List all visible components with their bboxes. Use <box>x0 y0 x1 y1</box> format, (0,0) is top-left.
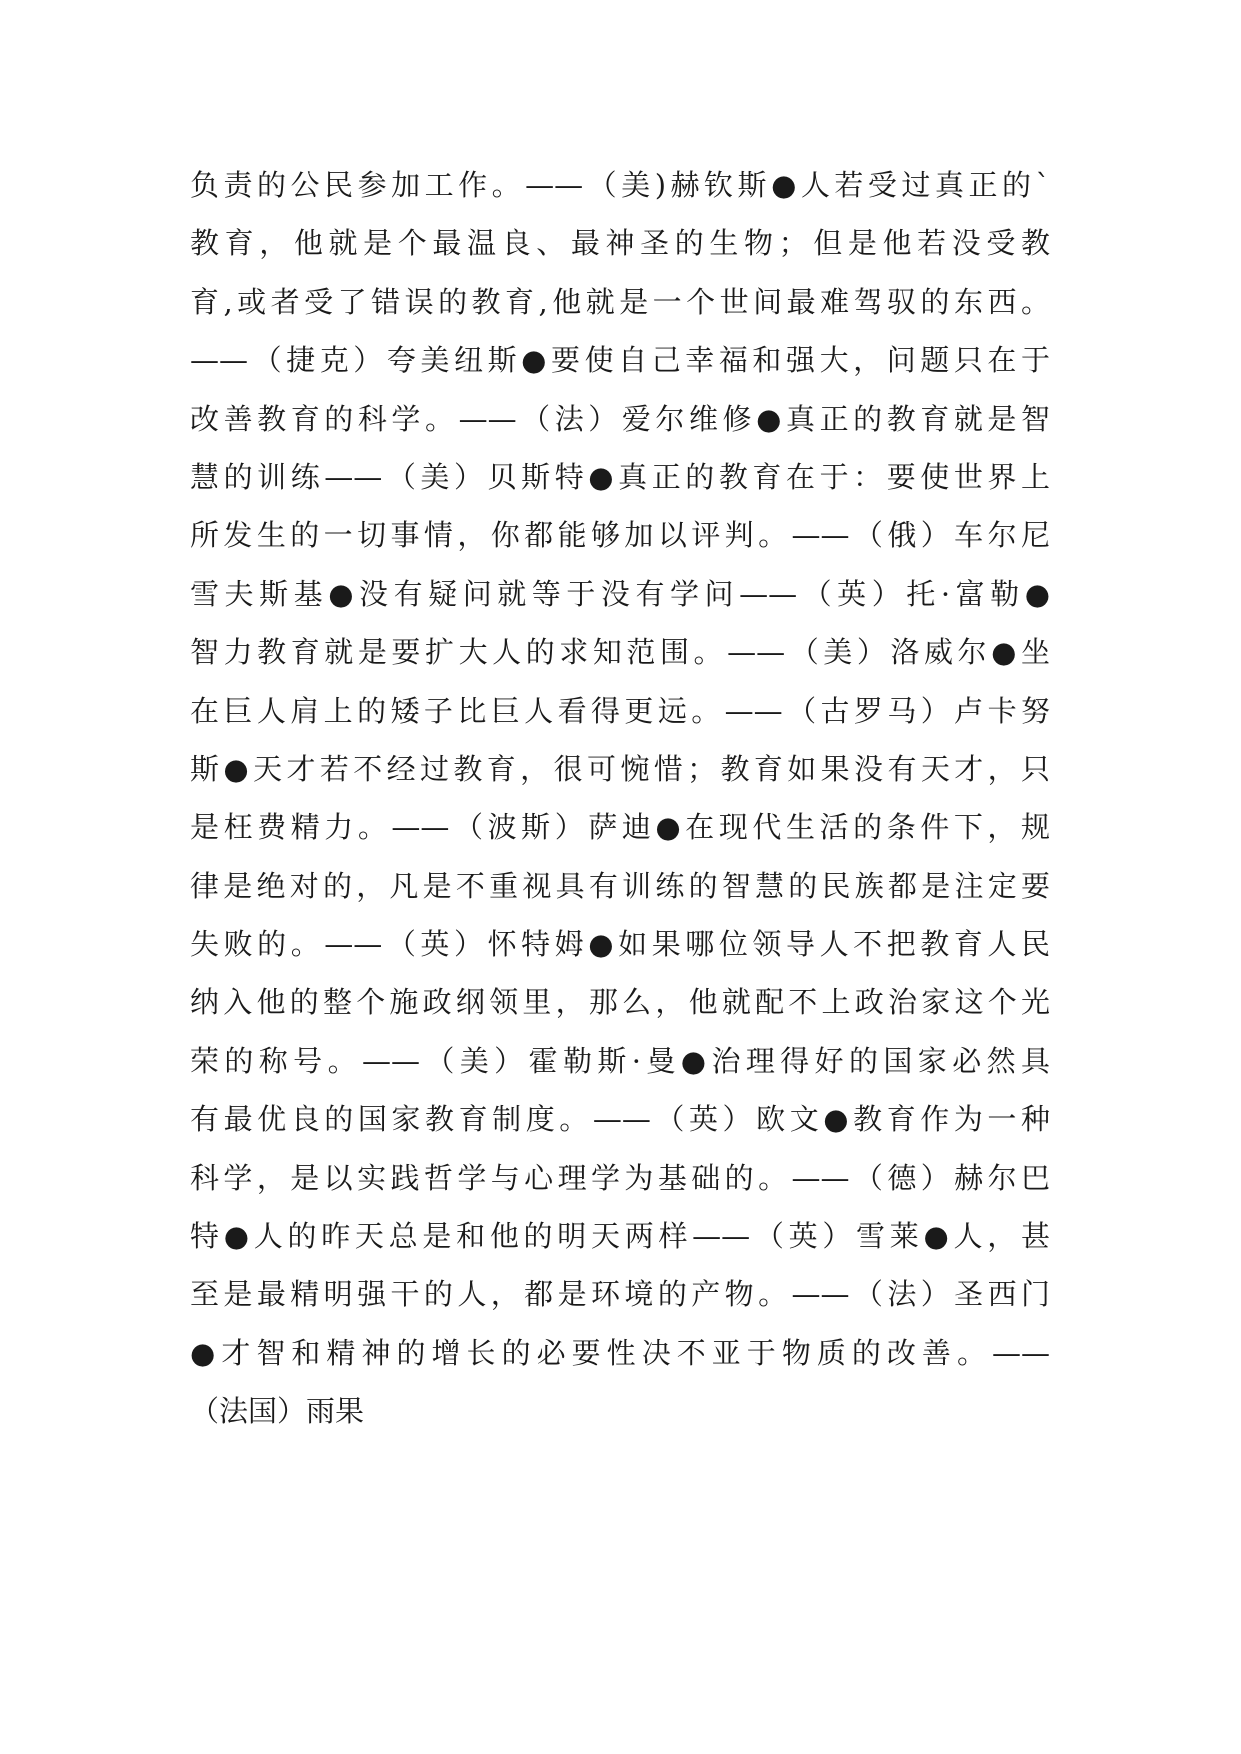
text-line-16: 荣的称号。——（美）霍勒斯·曼●治理得好的国家必然具 <box>190 1043 1050 1078</box>
text-line-15: 纳入他的整个施政纲领里，那么，他就配不上政治家这个光 <box>190 985 1050 1020</box>
text-line-3: 育,或者受了错误的教育,他就是一个世间最难驾驭的东西。 <box>190 284 1050 319</box>
text-line-22: （法国）雨果 <box>190 1394 365 1429</box>
text-line-10: 在巨人肩上的矮子比巨人看得更远。——（古罗马）卢卡努 <box>190 693 1050 728</box>
text-line-14: 失败的。——（英）怀特姆●如果哪位领导人不把教育人民 <box>190 927 1050 962</box>
text-line-5: 改善教育的科学。——（法）爱尔维修●真正的教育就是智 <box>190 401 1050 436</box>
text-line-4: ——（捷克）夸美纽斯●要使自己幸福和强大，问题只在于 <box>190 343 1050 378</box>
text-line-13: 律是绝对的，凡是不重视具有训练的智慧的民族都是注定要 <box>190 868 1050 903</box>
text-line-12: 是枉费精力。——（波斯）萨迪●在现代生活的条件下，规 <box>190 810 1050 845</box>
text-line-18: 科学，是以实践哲学与心理学为基础的。——（德）赫尔巴 <box>190 1160 1050 1195</box>
text-line-21: ●才智和精神的增长的必要性决不亚于物质的改善。—— <box>190 1335 1050 1370</box>
text-line-9: 智力教育就是要扩大人的求知范围。——（美）洛威尔●坐 <box>190 635 1050 670</box>
quote-text-block <box>190 156 1050 1441</box>
text-line-7: 所发生的一切事情，你都能够加以评判。——（俄）车尔尼 <box>190 518 1050 553</box>
text-line-6: 慧的训练——（美）贝斯特●真正的教育在于：要使世界上 <box>190 459 1050 494</box>
text-line-19: 特●人的昨天总是和他的明天两样——（英）雪莱●人，甚 <box>190 1219 1050 1254</box>
text-line-1: 负责的公民参加工作。——（美)赫钦斯●人若受过真正的` <box>190 168 1050 202</box>
text-line-17: 有最优良的国家教育制度。——（英）欧文●教育作为一种 <box>190 1102 1050 1137</box>
text-line-8: 雪夫斯基●没有疑问就等于没有学问——（英）托·富勒● <box>190 576 1050 611</box>
text-line-2: 教育，他就是个最温良、最神圣的生物；但是他若没受教 <box>190 226 1050 261</box>
text-line-11: 斯●天才若不经过教育，很可惋惜；教育如果没有天才，只 <box>190 751 1050 786</box>
text-line-20: 至是最精明强干的人，都是环境的产物。——（法）圣西门 <box>190 1277 1050 1312</box>
